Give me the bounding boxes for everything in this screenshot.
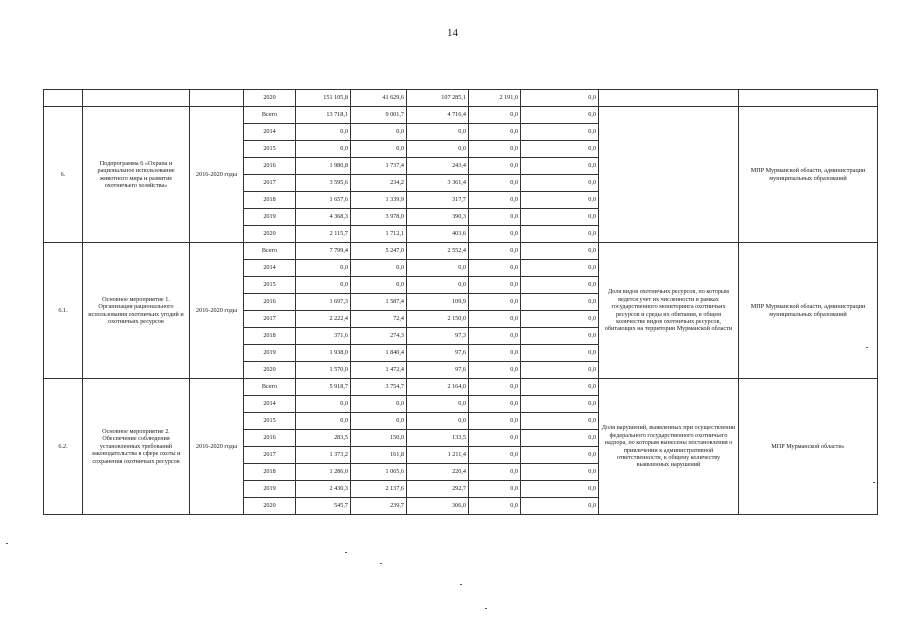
scan-speck (6, 543, 8, 544)
local-budget-value: 2 191,0 (469, 90, 521, 107)
federal-budget-value: 3 361,4 (407, 175, 469, 192)
total-value: 2 115,7 (296, 226, 351, 243)
other-sources-value: 0,0 (521, 90, 599, 107)
local-budget-value: 0,0 (469, 430, 521, 447)
other-sources-value: 0,0 (521, 175, 599, 192)
year-cell: 2020 (244, 362, 296, 379)
target-indicator: Доля нарушений, выявленных при осуществлении федерального государственного охотничьего надзора, по которым вынесены постановления о привлечении к административной ответственности, к общему количеству выявленных нарушений (599, 379, 739, 515)
regional-budget-value: 1 712,1 (351, 226, 407, 243)
other-sources-value: 0,0 (521, 192, 599, 209)
regional-budget-value: 150,0 (351, 430, 407, 447)
scan-speck (485, 608, 487, 609)
other-sources-value: 0,0 (521, 413, 599, 430)
regional-budget-value: 0,0 (351, 277, 407, 294)
local-budget-value: 0,0 (469, 464, 521, 481)
year-cell: 2019 (244, 209, 296, 226)
total-value: 13 718,1 (296, 107, 351, 124)
implementation-period: 2016-2020 годы (190, 379, 244, 515)
year-cell: 2020 (244, 226, 296, 243)
regional-budget-value: 274,3 (351, 328, 407, 345)
other-sources-value: 0,0 (521, 243, 599, 260)
year-cell: 2015 (244, 277, 296, 294)
total-value: 2 222,4 (296, 311, 351, 328)
local-budget-value: 0,0 (469, 311, 521, 328)
other-sources-value: 0,0 (521, 447, 599, 464)
item-number: 6. (44, 107, 83, 243)
total-value: 2 430,3 (296, 481, 351, 498)
year-cell: 2017 (244, 175, 296, 192)
year-cell: 2020 (244, 498, 296, 515)
total-value: 371,6 (296, 328, 351, 345)
federal-budget-value: 97,3 (407, 328, 469, 345)
lead-row (44, 90, 878, 107)
other-sources-value: 0,0 (521, 481, 599, 498)
federal-budget-value: 390,3 (407, 209, 469, 226)
year-cell: 2014 (244, 260, 296, 277)
year-cell: 2020 (244, 90, 296, 107)
local-budget-value: 0,0 (469, 158, 521, 175)
year-cell: 2019 (244, 481, 296, 498)
lead-name-cell (83, 90, 190, 107)
scan-speck (873, 482, 875, 483)
regional-budget-value: 72,4 (351, 311, 407, 328)
lead-period-cell (190, 90, 244, 107)
total-value: 0,0 (296, 396, 351, 413)
year-cell: 2016 (244, 294, 296, 311)
local-budget-value: 0,0 (469, 124, 521, 141)
implementation-period: 2016-2020 годы (190, 107, 244, 243)
local-budget-value: 0,0 (469, 345, 521, 362)
total-value: 0,0 (296, 124, 351, 141)
target-indicator: Доля видов охотничьих ресурсов, по которым ведется учет их численности в рамках государственного мониторинга охотничьих ресурсов и среды их обитания, в общем количестве видов охотничьих ресурсов, обитающих на территории Мурманской области (599, 243, 739, 379)
federal-budget-value: 2 150,0 (407, 311, 469, 328)
year-cell: 2018 (244, 464, 296, 481)
year-cell: 2017 (244, 447, 296, 464)
federal-budget-value: 0,0 (407, 124, 469, 141)
scan-speck (345, 552, 347, 553)
year-cell: 2018 (244, 328, 296, 345)
regional-budget-value: 239,7 (351, 498, 407, 515)
total-value: 0,0 (296, 141, 351, 158)
responsible-executor: МПР Мурманской области, администрации муниципальных образований (739, 107, 878, 243)
local-budget-value: 0,0 (469, 396, 521, 413)
total-value: 0,0 (296, 277, 351, 294)
item-number: 6.2. (44, 379, 83, 515)
federal-budget-value: 133,5 (407, 430, 469, 447)
other-sources-value: 0,0 (521, 226, 599, 243)
local-budget-value: 0,0 (469, 175, 521, 192)
implementation-period: 2016-2020 годы (190, 243, 244, 379)
lead-indicator-cell (599, 90, 739, 107)
item-name: Основное мероприятие 1. Организация рационального использования охотничьих угодий и охотничьих ресурсов (83, 243, 190, 379)
total-value: 1 570,0 (296, 362, 351, 379)
total-value: 151 105,8 (296, 90, 351, 107)
regional-budget-value: 234,2 (351, 175, 407, 192)
regional-budget-value: 3 978,0 (351, 209, 407, 226)
federal-budget-value: 0,0 (407, 141, 469, 158)
item-number: 6.1. (44, 243, 83, 379)
lead-number-cell (44, 90, 83, 107)
regional-budget-value: 5 247,0 (351, 243, 407, 260)
scan-speck (460, 584, 462, 585)
year-cell: 2016 (244, 430, 296, 447)
regional-budget-value: 2 137,6 (351, 481, 407, 498)
local-budget-value: 0,0 (469, 379, 521, 396)
total-value: 283,5 (296, 430, 351, 447)
local-budget-value: 0,0 (469, 294, 521, 311)
responsible-executor: МПР Мурманской области, администрации муниципальных образований (739, 243, 878, 379)
local-budget-value: 0,0 (469, 498, 521, 515)
federal-budget-value: 0,0 (407, 260, 469, 277)
federal-budget-value: 317,7 (407, 192, 469, 209)
other-sources-value: 0,0 (521, 328, 599, 345)
local-budget-value: 0,0 (469, 362, 521, 379)
federal-budget-value: 107 285,1 (407, 90, 469, 107)
other-sources-value: 0,0 (521, 464, 599, 481)
local-budget-value: 0,0 (469, 209, 521, 226)
local-budget-value: 0,0 (469, 260, 521, 277)
other-sources-value: 0,0 (521, 294, 599, 311)
federal-budget-value: 0,0 (407, 396, 469, 413)
other-sources-value: 0,0 (521, 379, 599, 396)
total-value: 5 918,7 (296, 379, 351, 396)
scan-speck (380, 563, 382, 564)
regional-budget-value: 3 754,7 (351, 379, 407, 396)
federal-budget-value: 0,0 (407, 277, 469, 294)
local-budget-value: 0,0 (469, 328, 521, 345)
regional-budget-value: 1 065,6 (351, 464, 407, 481)
year-cell: 2019 (244, 345, 296, 362)
local-budget-value: 0,0 (469, 481, 521, 498)
item-name: Подпрограмма 6 «Охрана и рациональное использование животного мира и развитие охотничьего хозяйства» (83, 107, 190, 243)
regional-budget-value: 1 737,4 (351, 158, 407, 175)
target-indicator (599, 107, 739, 243)
year-cell: Всего (244, 379, 296, 396)
other-sources-value: 0,0 (521, 498, 599, 515)
total-value: 4 368,3 (296, 209, 351, 226)
total-value: 1 286,0 (296, 464, 351, 481)
total-value: 3 595,6 (296, 175, 351, 192)
other-sources-value: 0,0 (521, 430, 599, 447)
scan-speck (866, 347, 868, 348)
regional-budget-value: 161,8 (351, 447, 407, 464)
federal-budget-value: 243,4 (407, 158, 469, 175)
other-sources-value: 0,0 (521, 124, 599, 141)
section-2-row (44, 243, 878, 260)
regional-budget-value: 0,0 (351, 141, 407, 158)
regional-budget-value: 0,0 (351, 396, 407, 413)
regional-budget-value: 1 840,4 (351, 345, 407, 362)
total-value: 1 373,2 (296, 447, 351, 464)
federal-budget-value: 0,0 (407, 413, 469, 430)
other-sources-value: 0,0 (521, 209, 599, 226)
year-cell: 2018 (244, 192, 296, 209)
other-sources-value: 0,0 (521, 107, 599, 124)
lead-executor-cell (739, 90, 878, 107)
page-number: 14 (447, 27, 458, 39)
program-funding-table (43, 89, 878, 515)
year-cell: 2015 (244, 141, 296, 158)
regional-budget-value: 0,0 (351, 124, 407, 141)
total-value: 1 697,3 (296, 294, 351, 311)
total-value: 0,0 (296, 260, 351, 277)
other-sources-value: 0,0 (521, 141, 599, 158)
regional-budget-value: 1 472,4 (351, 362, 407, 379)
local-budget-value: 0,0 (469, 107, 521, 124)
regional-budget-value: 1 339,9 (351, 192, 407, 209)
local-budget-value: 0,0 (469, 413, 521, 430)
other-sources-value: 0,0 (521, 277, 599, 294)
section-3-row (44, 379, 878, 396)
federal-budget-value: 306,0 (407, 498, 469, 515)
federal-budget-value: 2 552,4 (407, 243, 469, 260)
federal-budget-value: 97,6 (407, 345, 469, 362)
local-budget-value: 0,0 (469, 447, 521, 464)
regional-budget-value: 0,0 (351, 260, 407, 277)
section-1-row (44, 107, 878, 124)
federal-budget-value: 109,9 (407, 294, 469, 311)
total-value: 1 657,6 (296, 192, 351, 209)
year-cell: Всего (244, 243, 296, 260)
total-value: 1 938,0 (296, 345, 351, 362)
other-sources-value: 0,0 (521, 158, 599, 175)
local-budget-value: 0,0 (469, 277, 521, 294)
local-budget-value: 0,0 (469, 141, 521, 158)
other-sources-value: 0,0 (521, 260, 599, 277)
federal-budget-value: 403,6 (407, 226, 469, 243)
year-cell: 2014 (244, 396, 296, 413)
local-budget-value: 0,0 (469, 192, 521, 209)
other-sources-value: 0,0 (521, 311, 599, 328)
regional-budget-value: 41 629,6 (351, 90, 407, 107)
total-value: 545,7 (296, 498, 351, 515)
other-sources-value: 0,0 (521, 362, 599, 379)
other-sources-value: 0,0 (521, 345, 599, 362)
total-value: 1 980,8 (296, 158, 351, 175)
year-cell: 2015 (244, 413, 296, 430)
other-sources-value: 0,0 (521, 396, 599, 413)
year-cell: Всего (244, 107, 296, 124)
item-name: Основное мероприятие 2. Обеспечение соблюдения установленных требований законодательства в сфере охоты и сохранения охотничьих ресурсов (83, 379, 190, 515)
federal-budget-value: 1 211,4 (407, 447, 469, 464)
local-budget-value: 0,0 (469, 243, 521, 260)
federal-budget-value: 97,6 (407, 362, 469, 379)
regional-budget-value: 0,0 (351, 413, 407, 430)
regional-budget-value: 9 001,7 (351, 107, 407, 124)
total-value: 7 799,4 (296, 243, 351, 260)
local-budget-value: 0,0 (469, 226, 521, 243)
year-cell: 2017 (244, 311, 296, 328)
total-value: 0,0 (296, 413, 351, 430)
regional-budget-value: 1 587,4 (351, 294, 407, 311)
year-cell: 2014 (244, 124, 296, 141)
federal-budget-value: 292,7 (407, 481, 469, 498)
federal-budget-value: 4 716,4 (407, 107, 469, 124)
federal-budget-value: 2 164,0 (407, 379, 469, 396)
responsible-executor: МПР Мурманской области» (739, 379, 878, 515)
year-cell: 2016 (244, 158, 296, 175)
federal-budget-value: 220,4 (407, 464, 469, 481)
